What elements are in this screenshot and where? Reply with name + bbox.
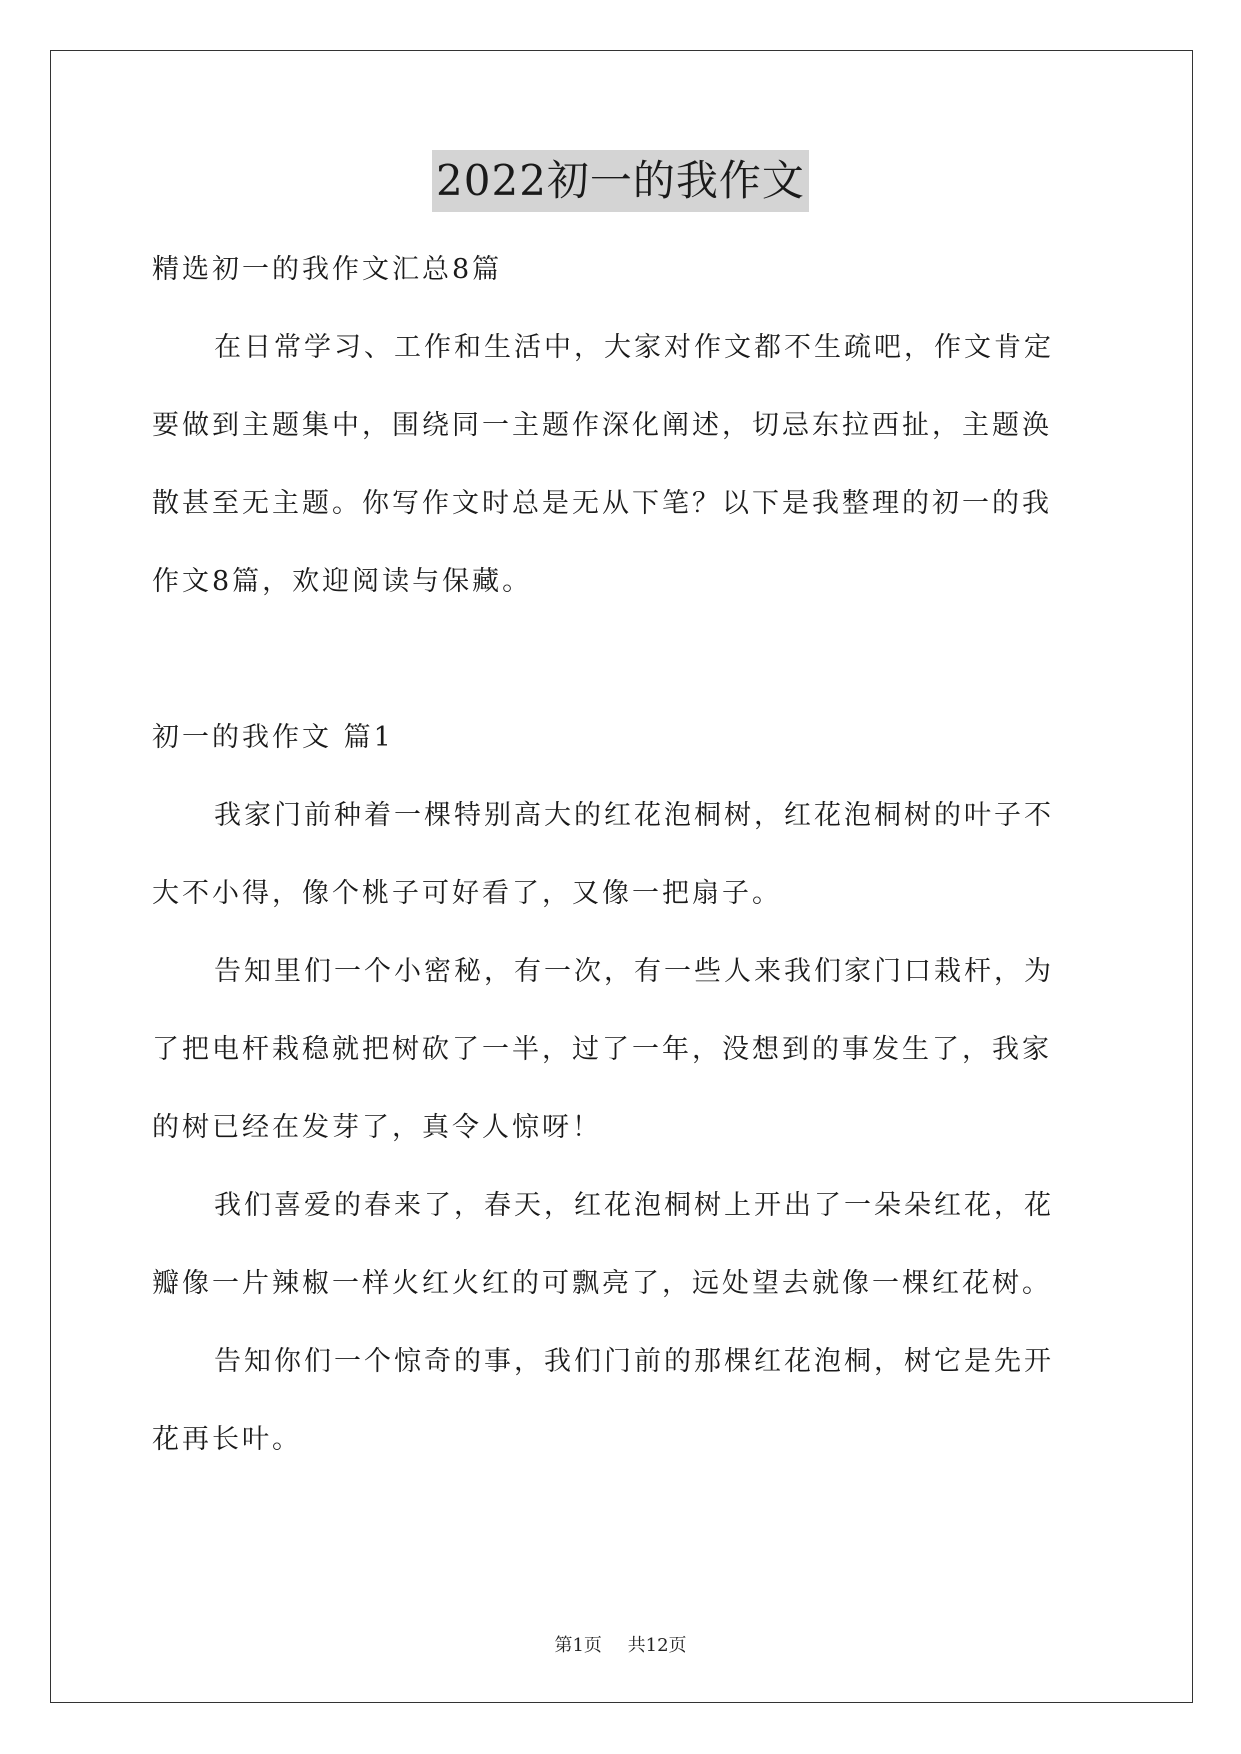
page-footer: [0, 1634, 1241, 1658]
paragraph-line: 告知你们一个惊奇的事，我们门前的那棵红花泡桐，树它是先开: [214, 1346, 1054, 1377]
title-container: [0, 150, 1241, 212]
section-heading: 初一的我作文 篇1: [152, 722, 394, 753]
page-total: 共12页: [627, 1635, 687, 1656]
paragraph-line: 花再长叶。: [152, 1424, 302, 1455]
paragraph-line: 的树已经在发芽了，真令人惊呀！: [152, 1112, 602, 1143]
spacer: [152, 621, 1092, 699]
paragraph-line: 我家门前种着一棵特别高大的红花泡桐树，红花泡桐树的叶子不: [214, 800, 1054, 831]
document-body: [152, 231, 1092, 1479]
document-title: 2022初一的我作文: [432, 150, 809, 212]
subtitle: 精选初一的我作文汇总8篇: [152, 254, 503, 285]
paragraph-line: 瓣像一片辣椒一样火红火红的可飘亮了，远处望去就像一棵红花树。: [152, 1268, 1052, 1299]
intro-line: 作文8篇，欢迎阅读与保藏。: [152, 566, 533, 597]
intro-line: 要做到主题集中，围绕同一主题作深化阐述，切忌东拉西扯，主题涣: [152, 410, 1052, 441]
page-number: 第1页: [554, 1635, 602, 1656]
paragraph-line: 告知里们一个小密秘，有一次，有一些人来我们家门口栽杆，为: [214, 956, 1054, 987]
intro-line: 散甚至无主题。你写作文时总是无从下笔？以下是我整理的初一的我: [152, 488, 1052, 519]
paragraph-line: 了把电杆栽稳就把树砍了一半，过了一年，没想到的事发生了，我家: [152, 1034, 1052, 1065]
paragraph-line: 大不小得，像个桃子可好看了，又像一把扇子。: [152, 878, 782, 909]
paragraph-line: 我们喜爱的春来了，春天，红花泡桐树上开出了一朵朵红花，花: [214, 1190, 1054, 1221]
intro-line: 在日常学习、工作和生活中，大家对作文都不生疏吧，作文肯定: [214, 332, 1054, 363]
